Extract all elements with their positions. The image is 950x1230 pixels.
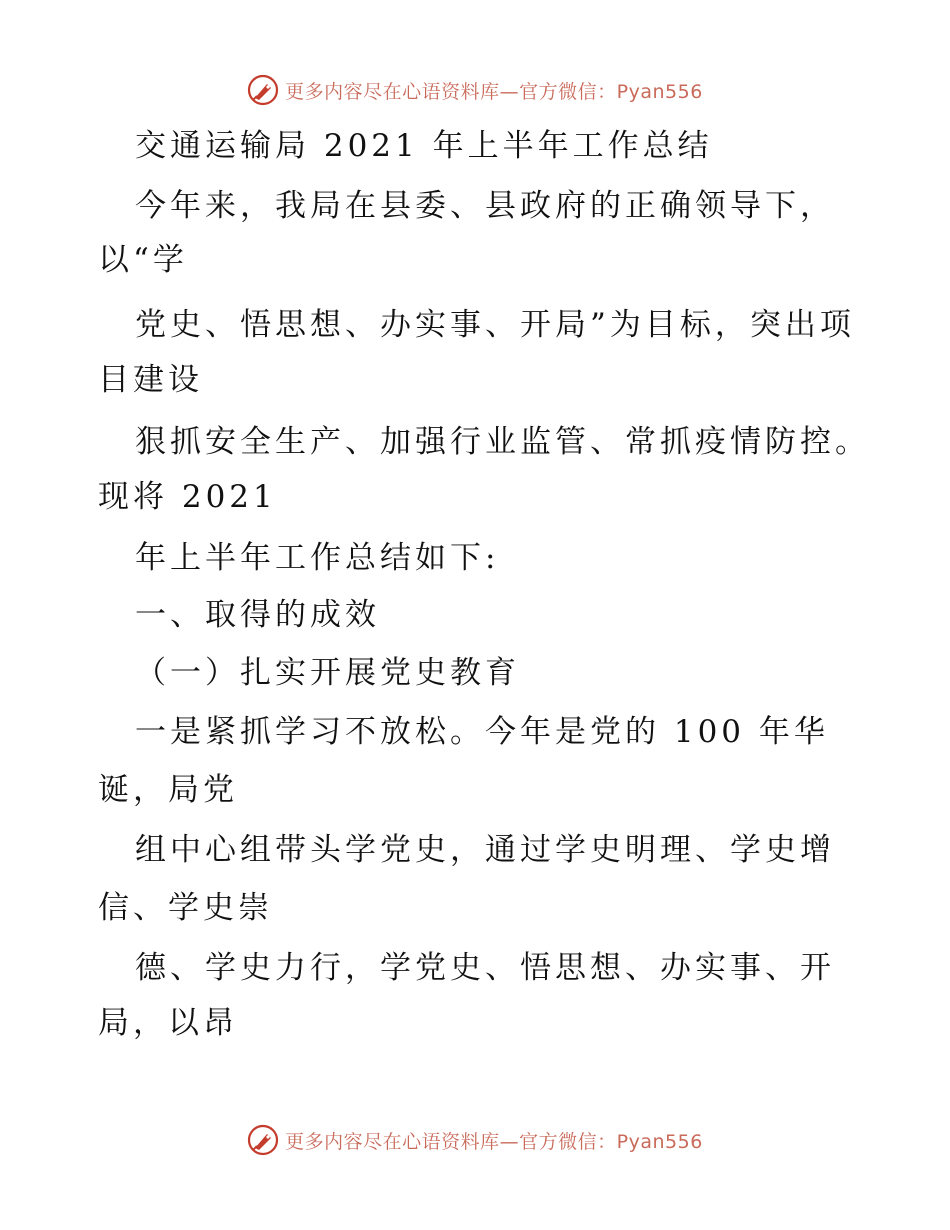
section-heading: 一、取得的成效 — [135, 597, 380, 633]
paragraph-line: 党史、悟思想、办实事、开局”为目标，突出项 — [135, 307, 855, 343]
paragraph-line: 今年来，我局在县委、县政府的正确领导下， — [135, 188, 835, 224]
paragraph-line: 现将 2021 — [98, 479, 277, 515]
paragraph-line: 狠抓安全生产、加强行业监管、常抓疫情防控。 — [135, 424, 870, 460]
paragraph-line: 信、学史崇 — [98, 890, 273, 926]
paragraph-line: 德、学史力行，学党史、悟思想、办实事、开 — [135, 950, 835, 986]
paragraph-line: 组中心组带头学党史，通过学史明理、学史增 — [135, 832, 835, 868]
subsection-heading: （一）扎实开展党史教育 — [135, 655, 520, 691]
watermark-header — [0, 70, 950, 110]
document-title: 交通运输局 2021 年上半年工作总结 — [135, 128, 713, 164]
paragraph-line: 诞，局党 — [98, 772, 238, 808]
watermark-text: 更多内容尽在心语资料库—官方微信：Pyan556 — [285, 80, 703, 103]
watermark-footer — [0, 1120, 950, 1160]
pen-nib-logo-icon — [247, 1124, 279, 1156]
paragraph-line: 目建设 — [98, 362, 203, 398]
watermark-text: 更多内容尽在心语资料库—官方微信：Pyan556 — [285, 1130, 703, 1153]
paragraph-line: 年上半年工作总结如下: — [135, 540, 500, 576]
paragraph-line: 一是紧抓学习不放松。今年是党的 100 年华 — [135, 714, 829, 750]
pen-nib-logo-icon — [247, 74, 279, 106]
paragraph-line: 局，以昂 — [98, 1005, 238, 1041]
paragraph-line: 以“学 — [98, 242, 188, 278]
